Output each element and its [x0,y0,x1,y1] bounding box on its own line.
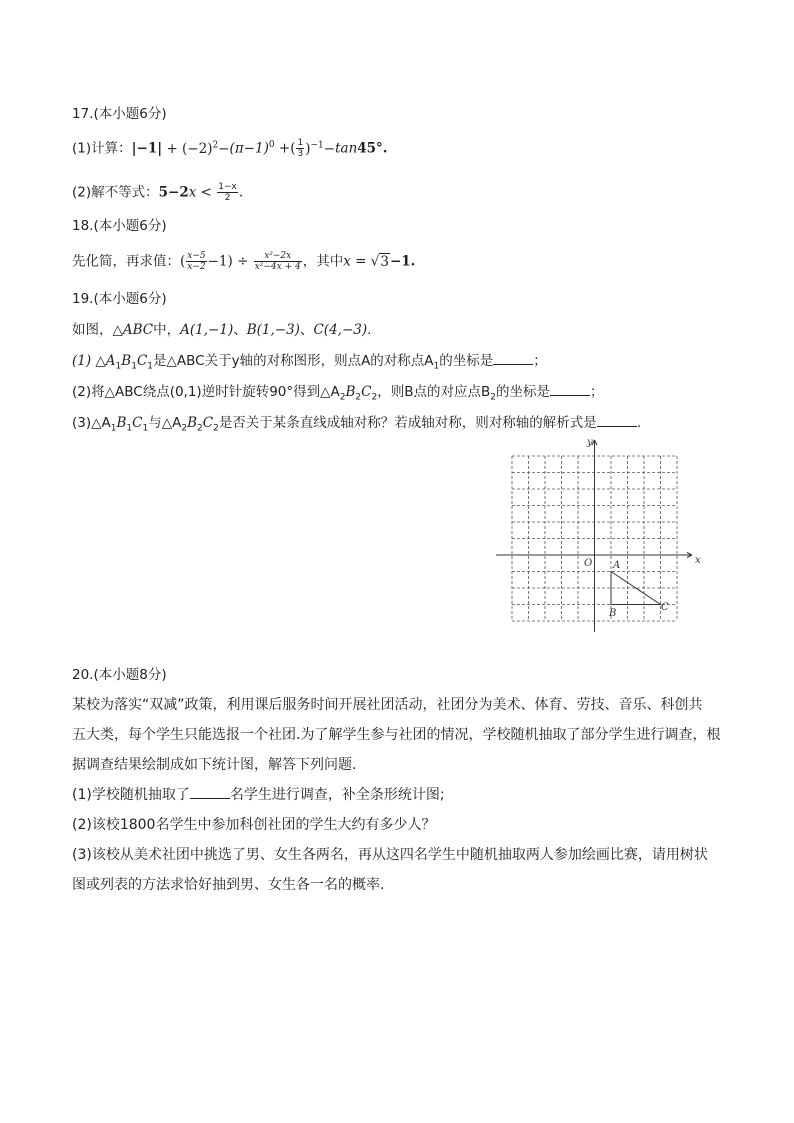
q18-var: x [343,253,351,270]
q18-sqrt-arg: 3 [380,253,389,270]
q20-part1-blank [190,786,230,799]
q19-part2: (2)将△ABC绕点(0,1)逆时针旋转90°得到$\triangle A_2B_2C_2$，则B点的对应点$B_2$的坐标是 ； [72,384,604,403]
q19-part1-blank [493,352,533,365]
q18-fraction-2 [254,251,302,272]
q18-eq: = [350,253,371,270]
q19-intro-triangle: △ABC [112,322,154,338]
q19-intro-prefix: 如图， [72,322,113,338]
point-a-label: A [613,560,621,571]
q20-part1-a: (1)学校随机抽取了 [72,787,190,803]
q19-point-a: A(1,−1) [180,322,234,338]
q18-body: 先化简，再求值：( $\frac{x-5}{x-2}$ −1) ÷ $\frac{\text{x²−2x}}{\text{x²−4x + 4}}$ ，其中x = √3−1. [72,251,416,272]
q17-part2: (2)解不等式：5−2x < $\frac{1-x}{2}$ . [72,182,244,203]
q20-part1-b: 名学生进行调查，补全条形统计图; [229,787,445,803]
coordinate-grid-figure [494,436,709,636]
q19-sep-1: 、 [233,322,247,338]
q18-fraction-1 [186,251,206,272]
q19-sep-2: 、 [299,322,314,338]
q19-part1: (1) $\triangle A_1B_1C_1$是△ABC关于y轴的对称图形，则点A的对称点$A_1$的坐标是 ； [72,353,547,372]
q19-part2-text1: (2)将△ABC绕点(0,1)逆时针旋转90°得到△A [72,384,340,400]
q17-header: 17.(本小题6分) [72,106,167,122]
q18-prefix: 先化简，再求值： [72,253,180,270]
q20-part3-line-2: 图或列表的方法求恰好抽到男、女生各一名的概率. [72,877,385,893]
x-axis-label: x [695,555,701,566]
q19-part1-text2: 的坐标是 [439,353,494,369]
q19-part2-text2: ，则B点的对应点B [377,384,491,400]
q17-part2-var: x [188,184,197,201]
q19-part1-a: (1) △A [72,353,116,369]
q18-frac2-num: x²−2x [254,251,302,262]
q17-part2-rel: < [200,184,212,201]
q18-frac1-den: x−2 [187,262,206,272]
q20-part1 [72,780,722,810]
q17-frac-den: 2 [224,193,231,203]
q17-part1-prefix: (1)计算： [72,140,132,157]
q19-part3-text2: 与△A [148,415,182,431]
q20-body [72,690,722,900]
q17-part2-fraction [217,182,238,203]
origin-label: O [584,558,593,569]
y-axis-label: y [587,437,593,448]
point-b-label: B [609,608,617,619]
q17-part1: (1)计算：$|-1| + (-2)^2-(\pi-1)^0$ +( $\frac{1}{3}$ )$^{-1}$−tan45°. [72,138,388,159]
q19-part3-text1: (3)△A [72,415,111,431]
q19-part3-text3: 是否关于某条直线成轴对称？若成轴对称，则对称轴的解析式是 [218,415,597,431]
q19-header: 19.(本小题6分) [72,291,167,307]
q19-intro: 如图，△ABC中，A(1,−1)、B(1,−3)、C(4,−3). [72,322,372,338]
q19-intro-mid: 中， [153,322,181,338]
q19-part1-text1: 是△ABC关于y轴的对称图形，则点A的对称点A [153,353,434,369]
q19-part3: $(3)\triangle A_1B_1C_1$与$\triangle A_2B_2C_2$是否关于某条直线成轴对称？若成轴对称，则对称轴的解析式是 . [72,415,642,434]
q18-header: 18.(本小题6分) [72,218,167,234]
q18-frac2-den: x²−4x + 4 [254,262,301,272]
point-c-label: C [661,602,669,613]
q17-part2-prefix: (2)解不等式： [72,184,159,201]
q19-part2-text3: 的坐标是 [495,384,550,400]
q20-header: 20.(本小题8分) [72,667,167,683]
q19-part3-blank [597,414,637,427]
q19-point-b: B(1,−3) [246,322,300,338]
q18-frac1-num: x−5 [187,251,206,261]
q20-part2: (2)该校1800名学生中参加科创社团的学生大约有多少人？ [72,817,436,833]
q20-intro-line-2: 五大类，每个学生只能选报一个社团.为了解学生参与社团的情况，学校随机抽取了部分学生进行调查，根 [72,727,721,743]
q18-mid: ，其中 [302,253,344,270]
q19-point-c: C(4,−3) [313,322,368,338]
q17-frac-num: 1−x [218,182,237,192]
q19-part2-blank [550,383,590,396]
q17-part2-lhs: 5−2 [158,184,189,201]
q20-intro-line-3: 据调查结果绘制成如下统计图，解答下列问题. [72,757,357,773]
q20-part3-line-1: (3)该校从美术社团中挑选了男、女生各两名，再从这四名学生中随机抽取两人参加绘画比赛，请用树状 [72,847,708,863]
q20-intro-line-1: 某校为落实“双减”政策，利用课后服务时间开展社团活动，社团分为美术、体育、劳技、音乐、科创共 [72,697,703,713]
q18-tail: −1. [389,253,416,270]
